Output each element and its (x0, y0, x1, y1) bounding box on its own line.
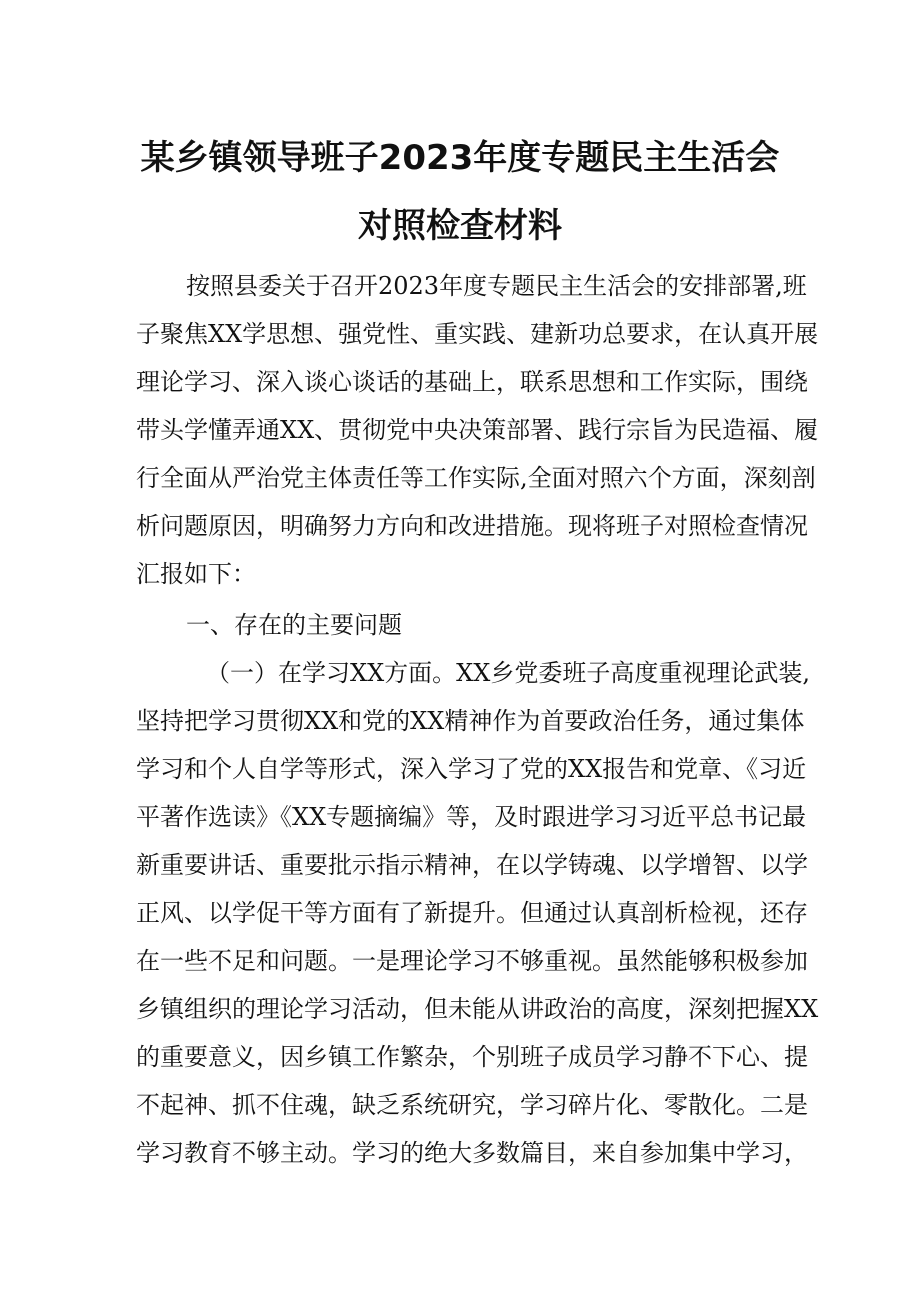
subsection-line: 正风、以学促干等方面有了新提升。但通过认真剖析检视，还存 (136, 899, 808, 927)
subsection-line: 平著作选读》《XX专题摘编》等，及时跟进学习习近平总书记最 (136, 803, 807, 831)
subsection-line: 的重要意义，因乡镇工作繁杂，个别班子成员学习静不下心、提 (136, 1043, 808, 1071)
subsection-line: 不起神、抓不住魂，缺乏系统研究，学习碎片化、零散化。二是 (136, 1091, 808, 1119)
subsection-line: 在一些不足和问题。一是理论学习不够重视。虽然能够积极参加 (136, 947, 808, 975)
intro-line: 汇报如下： (136, 560, 256, 588)
section-heading: 一、存在的主要问题 (186, 611, 402, 639)
document-title-line-1: 某乡镇领导班子2023年度专题民主生活会 (140, 138, 780, 178)
subsection-line: 学习和个人自学等形式，深入学习了党的XX报告和党章、《习近 (136, 755, 807, 783)
intro-line: 子聚焦XX学思想、强党性、重实践、建新功总要求，在认真开展 (136, 320, 819, 348)
subsection-line: （一）在学习XX方面。XX乡党委班子高度重视理论武装, (206, 659, 810, 687)
intro-line: 按照县委关于召开2023年度专题民主生活会的安排部署,班 (186, 272, 807, 300)
intro-line: 行全面从严治党主体责任等工作实际,全面对照六个方面，深刻剖 (136, 464, 816, 492)
subsection-line: 新重要讲话、重要批示指示精神，在以学铸魂、以学增智、以学 (136, 851, 808, 879)
subsection-line: 学习教育不够主动。学习的绝大多数篇目，来自参加集中学习， (136, 1139, 808, 1167)
intro-line: 析问题原因，明确努力方向和改进措施。现将班子对照检查情况 (136, 512, 808, 540)
intro-line: 理论学习、深入谈心谈话的基础上，联系思想和工作实际，围绕 (136, 368, 808, 396)
document-title-line-2: 对照检查材料 (358, 206, 562, 246)
subsection-line: 乡镇组织的理论学习活动，但未能从讲政治的高度，深刻把握XX (136, 995, 819, 1023)
subsection-line: 坚持把学习贯彻XX和党的XX精神作为首要政治任务，通过集体 (136, 707, 805, 735)
intro-line: 带头学懂弄通XX、贯彻党中央决策部署、践行宗旨为民造福、履 (136, 416, 819, 444)
